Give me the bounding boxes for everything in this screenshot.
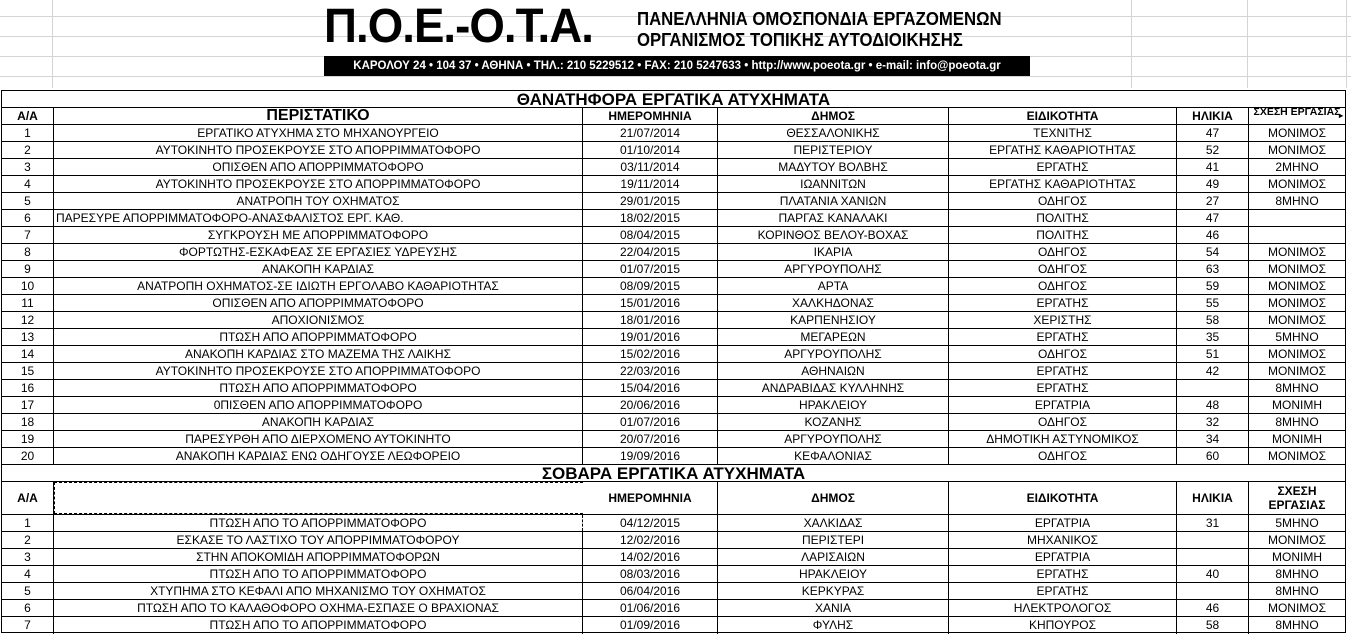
fatal-row [2,210,1345,227]
header-relation: ΣΧΕΣΗ ΕΡΓΑΣΙΑΣ ▸ [1253,108,1343,120]
cell-age[interactable]: 58 [1177,617,1249,634]
cell-specialty[interactable]: ΜΗΧΑΝΙΚΟΣ [949,532,1177,548]
cell-desc[interactable]: ΑΠΟΧΙΟΝΙΣΜΟΣ [54,312,583,328]
contact-bar: ΚΑΡΟΛΟΥ 24 • 104 37 • ΑΘΗΝΑ • ΤΗΛ.: 210 5229512 • FAX: 210 5247633 • http://www.poeota.gr • e-mail: info@poeota.gr [324,56,1030,76]
cell-aa[interactable]: 13 [2,329,54,345]
cell-relation[interactable]: ΜΟΝΙΜΟΣ [1267,449,1327,463]
header-age: ΗΛΙΚΙΑ [1177,482,1249,514]
cell-municipality[interactable]: ΑΡΓΥΡΟΥΠΟΛΗΣ [718,431,949,447]
cell-relation[interactable]: 5ΜΗΝΟ [1275,516,1319,530]
header-date: ΗΜΕΡΟΜΗΝΙΑ [583,482,718,514]
cell-relation[interactable]: ΜΟΝΙΜΟΣ [1267,143,1327,157]
cell-desc[interactable]: ΠΤΩΣΗ ΑΠΟ ΤΟ ΑΠΟΡΡΙΜΜΑΤΟΦΟΡΟ [54,617,583,634]
cell-desc[interactable]: ΑΝΑΚΟΠΗ ΚΑΡΔΙΑΣ ΣΤΟ ΜΑΖΕΜΑ ΤΗΣ ΛΑΙΚΗΣ [54,346,583,362]
cell-aa[interactable]: 7 [2,617,54,634]
cell-date[interactable]: 15/02/2016 [583,346,718,362]
fatal-row [2,363,1345,380]
cell-age[interactable] [1177,549,1249,565]
cell-date[interactable]: 18/02/2015 [583,210,718,226]
cell-desc[interactable]: ΑΥΤΟΚΙΝΗΤΟ ΠΡΟΣΕΚΡΟΥΣΕ ΣΤΟ ΑΠΟΡΡΙΜΜΑΤΟΦΟΡΟ [54,176,583,192]
fatal-row [2,159,1345,176]
cell-date[interactable]: 19/09/2016 [583,448,718,464]
sheet-gridline [52,0,53,88]
cell-municipality[interactable]: ΙΚΑΡΙΑ [718,244,949,260]
cell-age[interactable]: 48 [1177,397,1249,413]
serious-row [2,566,1345,583]
fatal-row [2,142,1345,159]
cell-municipality[interactable]: ΑΝΔΡΑΒΙΔΑΣ ΚΥΛΛΗΝΗΣ [718,380,949,396]
cell-specialty[interactable]: ΟΔΗΓΟΣ [949,261,1177,277]
cell-desc[interactable]: ΑΝΑΚΟΠΗ ΚΑΡΔΙΑΣ ΕΝΩ ΟΔΗΓΟΥΣΕ ΛΕΩΦΟΡΕΙΟ [54,448,583,464]
cell-age[interactable] [1177,380,1249,396]
header-specialty: ΕΙΔΙΚΟΤΗΤΑ [949,108,1177,124]
fatal-row [2,380,1345,397]
cell-age[interactable]: 47 [1177,210,1249,226]
cell-relation[interactable]: ΜΟΝΙΜΟΣ [1267,296,1327,310]
cell-municipality[interactable]: ΠΕΡΙΣΤΕΡΙ [718,532,949,548]
cell-municipality[interactable]: ΑΘΗΝΑΙΩΝ [718,363,949,379]
cell-desc[interactable]: ΠΤΩΣΗ ΑΠΟ ΤΟ ΑΠΟΡΡΙΜΜΑΤΟΦΟΡΟ [54,566,583,582]
fatal-row [2,244,1345,261]
cell-desc[interactable]: ΑΝΑΤΡΟΠΗ ΤΟΥ ΟΧΗΜΑΤΟΣ [54,193,583,209]
cell-age[interactable]: 49 [1177,176,1249,192]
cell-age[interactable]: 32 [1177,414,1249,430]
cell-specialty[interactable]: ΕΡΓΑΤΗΣ [949,363,1177,379]
cell-specialty[interactable]: ΕΡΓΑΤΡΙΑ [949,515,1177,531]
serious-section-title: ΣΟΒΑΡΑ ΕΡΓΑΤΙΚΑ ΑΤΥΧΗΜΑΤΑ [541,465,806,481]
cell-aa[interactable]: 14 [2,346,54,362]
cell-aa[interactable]: 1 [2,515,54,531]
cell-municipality[interactable]: ΜΑΔΥΤΟΥ ΒΟΛΒΗΣ [718,159,949,175]
fatal-section-title: ΘΑΝΑΤΗΦΟΡΑ ΕΡΓΑΤΙΚΑ ΑΤΥΧΗΜΑΤΑ [516,91,831,107]
cell-desc[interactable]: ΟΠΙΣΘΕΝ ΑΠΟ ΑΠΟΡΡΙΜΜΑΤΟΦΟΡΟ [54,159,583,175]
header-municipality: ΔΗΜΟΣ [718,482,949,514]
federation-title-line2: ΟΡΓΑΝΙΣΜΟΣ ΤΟΠΙΚΗΣ ΑΥΤΟΔΙΟΙΚΗΣΗΣ [637,30,963,50]
cell-desc[interactable]: ΠΑΡΕΣΥΡΕ ΑΠΟΡΡΙΜΜΑΤΟΦΟΡΟ-ΑΝΑΣΦΑΛΙΣΤΟΣ ΕΡΓ. ΚΑΘ. [54,210,583,226]
cell-specialty[interactable]: ΧΕΡΙΣΤΗΣ [949,312,1177,328]
cell-age[interactable]: 42 [1177,363,1249,379]
cell-date[interactable]: 20/07/2016 [583,431,718,447]
cell-desc[interactable]: ΑΝΑΚΟΠΗ ΚΑΡΔΙΑΣ [54,261,583,277]
serious-row [2,532,1345,549]
header-date: ΗΜΕΡΟΜΗΝΙΑ [583,108,718,124]
cell-relation[interactable]: ΜΟΝΙΜΟΣ [1267,364,1327,378]
cell-specialty[interactable]: ΕΡΓΑΤΗΣ [949,329,1177,345]
cell-municipality[interactable]: ΠΕΡΙΣΤΕΡΙΟΥ [718,142,949,158]
cell-age[interactable]: 27 [1177,193,1249,209]
cell-municipality[interactable]: ΚΟΖΑΝΗΣ [718,414,949,430]
cell-aa[interactable]: 7 [2,227,54,243]
cell-aa[interactable]: 16 [2,380,54,396]
cell-desc[interactable]: ΑΥΤΟΚΙΝΗΤΟ ΠΡΟΣΕΚΡΟΥΣΕ ΣΤΟ ΑΠΟΡΡΙΜΜΑΤΟΦΟΡΟ [54,363,583,379]
cell-desc[interactable]: ΣΥΓΚΡΟΥΣΗ ΜΕ ΑΠΟΡΡΙΜΜΑΤΟΦΟΡΟ [54,227,583,243]
cell-age[interactable]: 54 [1177,244,1249,260]
cell-date[interactable]: 12/02/2016 [583,532,718,548]
cell-aa[interactable]: 4 [2,176,54,192]
cell-aa[interactable]: 20 [2,448,54,464]
cell-age[interactable]: 46 [1177,227,1249,243]
cell-aa[interactable]: 17 [2,397,54,413]
cell-age[interactable]: 34 [1177,431,1249,447]
header-desc [54,482,583,514]
cell-municipality[interactable]: ΙΩΑΝΝΙΤΩΝ [718,176,949,192]
cell-age[interactable] [1177,532,1249,548]
header-relation-line1: ΣΧΕΣΗ [1277,484,1317,498]
fatal-row [2,329,1345,346]
cell-desc[interactable]: ΠΤΩΣΗ ΑΠΟ ΤΟ ΑΠΟΡΡΙΜΜΑΤΟΦΟΡΟ [54,515,583,531]
header-relation-line2: ΕΡΓΑΣΙΑΣ [1268,498,1326,512]
cell-municipality[interactable]: ΘΕΣΣΑΛΟΝΙΚΗΣ [718,125,949,141]
cell-aa[interactable]: 6 [2,600,54,616]
cell-aa[interactable]: 10 [2,278,54,294]
cell-aa[interactable]: 4 [2,566,54,582]
cell-relation[interactable]: 8ΜΗΝΟ [1275,618,1319,632]
header-relation [1249,482,1345,514]
cell-age[interactable] [1177,583,1249,599]
serious-row [2,583,1345,600]
cell-specialty[interactable]: ΟΔΗΓΟΣ [949,448,1177,464]
cell-relation[interactable]: ΜΟΝΙΜΟΣ [1267,279,1327,293]
fatal-row [2,414,1345,431]
cell-aa[interactable]: 8 [2,244,54,260]
cell-desc[interactable]: ΦΟΡΤΩΤΗΣ-ΕΣΚΑΦΕΑΣ ΣΕ ΕΡΓΑΣΙΕΣ ΥΔΡΕΥΣΗΣ [54,244,583,260]
cell-desc[interactable]: ΧΤΥΠΗΜΑ ΣΤΟ ΚΕΦΑΛΙ ΑΠΟ ΜΗΧΑΝΙΣΜΟ ΤΟΥ ΟΧΗΜΑΤΟΣ [54,583,583,599]
cell-relation[interactable]: 8ΜΗΝΟ [1275,381,1319,395]
serious-row [2,549,1345,566]
header-aa: Α/Α [2,108,54,124]
cell-municipality[interactable]: ΚΕΦΑΛΟΝΙΑΣ [718,448,949,464]
cell-specialty[interactable]: ΟΔΗΓΟΣ [949,346,1177,362]
cell-desc[interactable]: ΑΥΤΟΚΙΝΗΤΟ ΠΡΟΣΕΚΡΟΥΣΕ ΣΤΟ ΑΠΟΡΡΙΜΜΑΤΟΦΟΡΟ [54,142,583,158]
cell-age[interactable]: 55 [1177,295,1249,311]
cell-age[interactable]: 40 [1177,566,1249,582]
cell-aa[interactable]: 11 [2,295,54,311]
cell-age[interactable]: 35 [1177,329,1249,345]
cell-municipality[interactable]: ΚΟΡΙΝΘΟΣ ΒΕΛΟΥ-ΒΟΧΑΣ [718,227,949,243]
cell-date[interactable]: 20/06/2016 [583,397,718,413]
cell-date[interactable]: 22/03/2016 [583,363,718,379]
cell-aa[interactable]: 15 [2,363,54,379]
cell-municipality[interactable]: ΑΡΓΥΡΟΥΠΟΛΗΣ [718,346,949,362]
cell-date[interactable]: 06/04/2016 [583,583,718,599]
cell-date[interactable]: 08/04/2015 [583,227,718,243]
cell-relation[interactable] [1249,210,1345,226]
header-specialty: ΕΙΔΙΚΟΤΗΤΑ [949,482,1177,514]
overflow-arrow-icon: ▸ [1338,111,1343,120]
cell-age[interactable]: 58 [1177,312,1249,328]
cell-relation[interactable]: ΜΟΝΙΜΟΣ [1267,245,1327,259]
cell-desc[interactable]: 0ΠΙΣΘΕΝ ΑΠΟ ΑΠΟΡΡΙΜΜΑΤΟΦΟΡΟ [54,397,583,413]
fatal-row [2,448,1345,465]
sheet-gridline [1346,0,1347,88]
cell-date[interactable]: 01/07/2016 [583,414,718,430]
cell-age[interactable]: 60 [1177,448,1249,464]
cell-relation[interactable]: 5ΜΗΝΟ [1275,330,1319,344]
cell-specialty[interactable]: ΟΔΗΓΟΣ [949,193,1177,209]
cell-date[interactable]: 08/09/2015 [583,278,718,294]
cell-desc[interactable]: ΠΤΩΣΗ ΑΠΟ ΑΠΟΡΡΙΜΜΑΤΟΦΟΡΟ [54,380,583,396]
cell-date[interactable]: 18/01/2016 [583,312,718,328]
cell-specialty[interactable]: ΠΟΛΙΤΗΣ [949,227,1177,243]
fatal-row [2,397,1345,414]
fatal-row [2,278,1345,295]
cell-municipality[interactable]: ΚΕΡΚΥΡΑΣ [718,583,949,599]
cell-municipality[interactable]: ΧΑΝΙΑ [718,600,949,616]
fatal-row [2,176,1345,193]
cell-municipality[interactable]: ΗΡΑΚΛΕΙΟΥ [718,397,949,413]
fatal-row [2,227,1345,244]
cell-specialty[interactable]: ΠΟΛΙΤΗΣ [949,210,1177,226]
cell-date[interactable]: 29/01/2015 [583,193,718,209]
cell-aa[interactable]: 6 [2,210,54,226]
cell-relation[interactable]: 8ΜΗΝΟ [1275,567,1319,581]
header-age: ΗΛΙΚΙΑ [1177,108,1249,124]
cell-municipality[interactable]: ΑΡΤΑ [718,278,949,294]
fatal-row [2,346,1345,363]
cell-date[interactable]: 19/01/2016 [583,329,718,345]
cell-aa[interactable]: 2 [2,532,54,548]
fatal-row [2,261,1345,278]
cell-aa[interactable]: 19 [2,431,54,447]
cell-relation[interactable]: 8ΜΗΝΟ [1275,415,1319,429]
cell-municipality[interactable]: ΚΑΡΠΕΝΗΣΙΟΥ [718,312,949,328]
cell-municipality[interactable]: ΧΑΛΚΗΔΟΝΑΣ [718,295,949,311]
cell-municipality[interactable]: ΛΑΡΙΣΑΙΩΝ [718,549,949,565]
cell-relation[interactable]: ΜΟΝΙΜΗ [1272,398,1322,412]
cell-date[interactable]: 15/04/2016 [583,380,718,396]
cell-age[interactable]: 41 [1177,159,1249,175]
header-municipality: ΔΗΜΟΣ [718,108,949,124]
cell-date[interactable]: 15/01/2016 [583,295,718,311]
cell-desc[interactable]: ΕΣΚΑΣΕ ΤΟ ΛΑΣΤΙΧΟ ΤΟΥ ΑΠΟΡΡΙΜΜΑΤΟΦΟΡΟΥ [54,532,583,548]
cell-date[interactable]: 04/12/2015 [583,515,718,531]
cell-date[interactable]: 01/09/2016 [583,617,718,634]
sheet-gridline [1247,0,1248,88]
cell-date[interactable]: 19/11/2014 [583,176,718,192]
sheet-gridline [1131,0,1132,88]
cell-aa[interactable]: 12 [2,312,54,328]
cell-age[interactable]: 47 [1177,125,1249,141]
poe-ota-logo: Π.Ο.Ε.-Ο.Τ.Α. [324,0,593,53]
cell-date[interactable]: 01/10/2014 [583,142,718,158]
fatal-row [2,193,1345,210]
fatal-row [2,295,1345,312]
cell-aa[interactable]: 1 [2,125,54,141]
cell-relation[interactable]: ΜΟΝΙΜΟΣ [1267,533,1327,547]
cell-aa[interactable]: 5 [2,193,54,209]
cell-date[interactable]: 08/03/2016 [583,566,718,582]
cell-specialty[interactable]: ΕΡΓΑΤΡΙΑ [949,397,1177,413]
cell-municipality[interactable]: ΜΕΓΑΡΕΩΝ [718,329,949,345]
cell-date[interactable]: 22/04/2015 [583,244,718,260]
serious-row [2,600,1345,617]
cell-age[interactable]: 52 [1177,142,1249,158]
cell-relation[interactable] [1249,227,1345,243]
cell-specialty[interactable]: ΟΔΗΓΟΣ [949,244,1177,260]
cell-date[interactable]: 01/06/2016 [583,600,718,616]
cell-desc[interactable]: ΠΤΩΣΗ ΑΠΟ ΤΟ ΚΑΛΑΘΟΦΟΡΟ ΟΧΗΜΑ-ΕΣΠΑΣΕ Ο ΒΡΑΧΙΟΝΑΣ [54,600,583,616]
cell-relation[interactable]: 8ΜΗΝΟ [1275,194,1319,208]
cell-date[interactable]: 14/02/2016 [583,549,718,565]
cell-age[interactable]: 46 [1177,600,1249,616]
cell-specialty[interactable]: ΕΡΓΑΤΗΣ ΚΑΘΑΡΙΟΤΗΤΑΣ [949,176,1177,192]
cell-aa[interactable]: 3 [2,549,54,565]
cell-specialty[interactable]: ΕΡΓΑΤΗΣ [949,583,1177,599]
header-aa: Α/Α [2,482,54,514]
cell-relation[interactable]: ΜΟΝΙΜΗ [1272,550,1322,564]
cell-desc[interactable]: ΟΠΙΣΘΕΝ ΑΠΟ ΑΠΟΡΡΙΜΜΑΤΟΦΟΡΟ [54,295,583,311]
cell-relation[interactable]: 8ΜΗΝΟ [1275,584,1319,598]
cell-specialty[interactable]: ΚΗΠΟΥΡΟΣ [949,617,1177,634]
cell-specialty[interactable]: ΟΔΗΓΟΣ [949,414,1177,430]
cell-desc[interactable]: ΕΡΓΑΤΙΚΟ ΑΤΥΧΗΜΑ ΣΤΟ ΜΗΧΑΝΟΥΡΓΕΙΟ [54,125,583,141]
cell-specialty[interactable]: ΔΗΜΟΤΙΚΗ ΑΣΤΥΝΟΜΙΚΟΣ [949,431,1177,447]
cell-age[interactable]: 59 [1177,278,1249,294]
serious-row [2,617,1345,634]
fatal-row [2,431,1345,448]
cell-municipality[interactable]: ΦΥΛΗΣ [718,617,949,634]
cell-relation[interactable]: ΜΟΝΙΜΟΣ [1267,262,1327,276]
cell-desc[interactable]: ΑΝΑΚΟΠΗ ΚΑΡΔΙΑΣ [54,414,583,430]
cell-relation[interactable]: ΜΟΝΙΜΟΣ [1267,313,1327,327]
cell-specialty[interactable]: ΤΕΧΝΙΤΗΣ [949,125,1177,141]
cell-municipality[interactable]: ΧΑΛΚΙΔΑΣ [718,515,949,531]
cell-specialty[interactable]: ΕΡΓΑΤΗΣ [949,159,1177,175]
cell-age[interactable]: 31 [1177,515,1249,531]
cell-municipality[interactable]: ΗΡΑΚΛΕΙΟΥ [718,566,949,582]
cell-relation[interactable]: ΜΟΝΙΜΟΣ [1267,177,1327,191]
fatal-row [2,125,1345,142]
cell-desc[interactable]: ΠΑΡΕΣΥΡΘΗ ΑΠΟ ΔΙΕΡΧΟΜΕΝΟ ΑΥΤΟΚΙΝΗΤΟ [54,431,583,447]
cell-specialty[interactable]: ΟΔΗΓΟΣ [949,278,1177,294]
federation-title [637,9,1029,51]
cell-aa[interactable]: 2 [2,142,54,158]
cell-specialty[interactable]: ΗΛΕΚΤΡΟΛΟΓΟΣ [949,600,1177,616]
cell-aa[interactable]: 9 [2,261,54,277]
fatal-row [2,312,1345,329]
serious-section-title-row [2,465,1345,482]
cell-desc[interactable]: ΣΤΗΝ ΑΠΟΚΟΜΙΔΗ ΑΠΟΡΡΙΜΜΑΤΟΦΟΡΩΝ [54,549,583,565]
fatal-section-title-row [2,91,1345,108]
fatal-header-row [2,108,1345,125]
cell-relation[interactable]: ΜΟΝΙΜΟΣ [1267,347,1327,361]
letterhead [324,0,1030,76]
serious-row [2,515,1345,532]
cell-specialty[interactable]: ΕΡΓΑΤΗΣ ΚΑΘΑΡΙΟΤΗΤΑΣ [949,142,1177,158]
cell-relation[interactable]: ΜΟΝΙΜΟΣ [1267,126,1327,140]
cell-specialty[interactable]: ΕΡΓΑΤΗΣ [949,566,1177,582]
cell-aa[interactable]: 5 [2,583,54,599]
cell-specialty[interactable]: ΕΡΓΑΤΡΙΑ [949,549,1177,565]
serious-header-row [2,482,1345,515]
cell-date[interactable]: 01/07/2015 [583,261,718,277]
cell-aa[interactable]: 3 [2,159,54,175]
header-desc: ΠΕΡΙΣΤΑΤΙΚΟ [54,108,583,124]
cell-relation[interactable]: 2ΜΗΝΟ [1275,160,1319,174]
cell-specialty[interactable]: ΕΡΓΑΤΗΣ [949,295,1177,311]
cell-relation[interactable]: ΜΟΝΙΜΗ [1272,432,1322,446]
cell-municipality[interactable]: ΑΡΓΥΡΟΥΠΟΛΗΣ [718,261,949,277]
cell-municipality[interactable]: ΠΛΑΤΑΝΙΑ ΧΑΝΙΩΝ [718,193,949,209]
cell-desc[interactable]: ΑΝΑΤΡΟΠΗ ΟΧΗΜΑΤΟΣ-ΣΕ ΙΔΙΩΤΗ ΕΡΓΟΛΑΒΟ ΚΑΘΑΡΙΟΤΗΤΑΣ [54,278,583,294]
cell-age[interactable]: 63 [1177,261,1249,277]
cell-municipality[interactable]: ΠΑΡΓΑΣ ΚΑΝΑΛΑΚΙ [718,210,949,226]
cell-date[interactable]: 03/11/2014 [583,159,718,175]
accidents-table [1,90,1346,633]
cell-age[interactable]: 51 [1177,346,1249,362]
cell-aa[interactable]: 18 [2,414,54,430]
cell-relation[interactable]: ΜΟΝΙΜΟΣ [1267,601,1327,615]
federation-title-line1: ΠΑΝΕΛΛΗΝΙΑ ΟΜΟΣΠΟΝΔΙΑ ΕΡΓΑΖΟΜΕΝΩΝ [637,9,1002,29]
cell-desc[interactable]: ΠΤΩΣΗ ΑΠΟ ΑΠΟΡΡΙΜΜΑΤΟΦΟΡΟ [54,329,583,345]
cell-date[interactable]: 21/07/2014 [583,125,718,141]
cell-specialty[interactable]: ΕΡΓΑΤΗΣ [949,380,1177,396]
